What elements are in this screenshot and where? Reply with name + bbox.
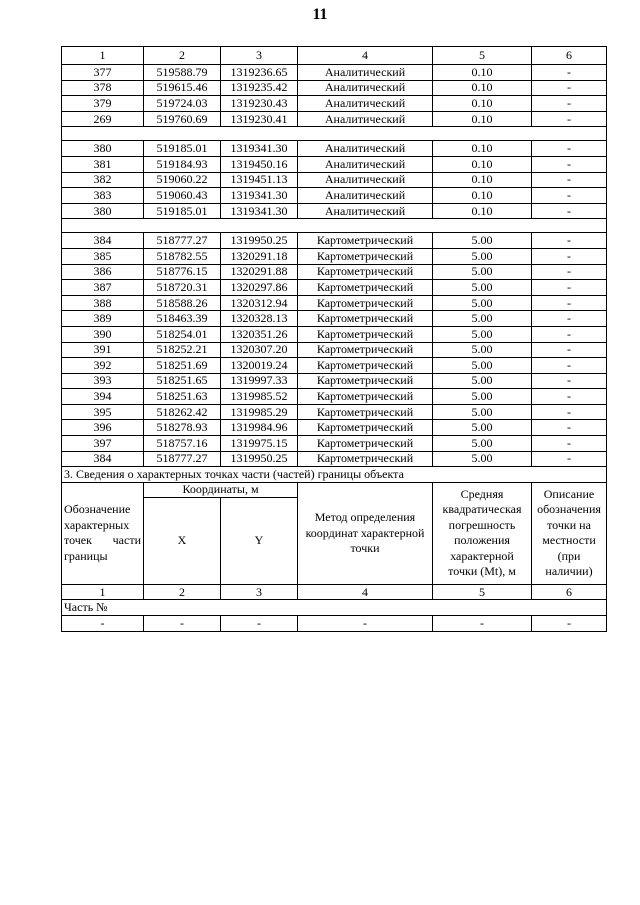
table-cell: 1319230.43	[221, 96, 298, 112]
table-cell: -	[532, 342, 607, 358]
table-cell: 388	[62, 295, 144, 311]
column-number-row	[62, 47, 607, 65]
table-row	[62, 172, 607, 188]
table-cell: 5.00	[433, 326, 532, 342]
table-cell: Картометрический	[298, 295, 433, 311]
table-cell: 5.00	[433, 404, 532, 420]
table-cell: -	[532, 96, 607, 112]
table-cell: 1320312.94	[221, 295, 298, 311]
section3-body	[62, 467, 607, 632]
table-row	[62, 373, 607, 389]
table-cell: -	[532, 264, 607, 280]
table-cell: 1319985.29	[221, 404, 298, 420]
header-x: X	[144, 497, 221, 584]
column-number: 1	[62, 47, 144, 65]
table-cell: 518251.69	[144, 358, 221, 374]
table-cell: 5.00	[433, 420, 532, 436]
header-description: Описание обозначения точки на местности (при наличии)	[532, 482, 607, 584]
table-cell: 383	[62, 188, 144, 204]
table-cell: Картометрический	[298, 451, 433, 467]
table-cell: 1320307.20	[221, 342, 298, 358]
table-cell: 5.00	[433, 295, 532, 311]
column-number: 1	[62, 584, 144, 600]
table-cell: 5.00	[433, 373, 532, 389]
column-number: 2	[144, 47, 221, 65]
table-cell: 5.00	[433, 436, 532, 452]
table-cell: 518252.21	[144, 342, 221, 358]
table-cell: 518463.39	[144, 311, 221, 327]
table-cell: 393	[62, 373, 144, 389]
header-y: Y	[221, 497, 298, 584]
table-cell: 5.00	[433, 389, 532, 405]
header-coordinates: Координаты, м	[144, 482, 298, 497]
table-cell: 519060.22	[144, 172, 221, 188]
table-cell: 518776.15	[144, 264, 221, 280]
table-cell: -	[532, 111, 607, 127]
table-cell: 5.00	[433, 358, 532, 374]
column-number: 4	[298, 584, 433, 600]
table-cell: 0.10	[433, 172, 532, 188]
table-cell: 1319950.25	[221, 233, 298, 249]
column-number: 5	[433, 584, 532, 600]
table-cell: Аналитический	[298, 96, 433, 112]
boundary-points-table	[61, 46, 607, 632]
table-cell: 269	[62, 111, 144, 127]
table-cell: -	[532, 358, 607, 374]
column-number: 3	[221, 47, 298, 65]
table-cell: 1319341.30	[221, 141, 298, 157]
table-cell: 519184.93	[144, 156, 221, 172]
table-cell: 381	[62, 156, 144, 172]
table-cell: 5.00	[433, 233, 532, 249]
table-cell: 1319985.52	[221, 389, 298, 405]
table-cell: 378	[62, 80, 144, 96]
table-cell: -	[532, 172, 607, 188]
table-row	[62, 248, 607, 264]
table-cell: -	[532, 141, 607, 157]
table-cell: 5.00	[433, 451, 532, 467]
section3-title: 3. Сведения о характерных точках части (частей) границы объекта	[62, 467, 607, 483]
table-cell: 379	[62, 96, 144, 112]
header-method: Метод определения координат характерной точки	[298, 482, 433, 584]
table-cell: Картометрический	[298, 233, 433, 249]
table-cell: 1320351.26	[221, 326, 298, 342]
table-cell: 1319236.65	[221, 65, 298, 81]
table-cell: Аналитический	[298, 203, 433, 219]
table-cell: 380	[62, 203, 144, 219]
table-cell: 518254.01	[144, 326, 221, 342]
table-cell: 519185.01	[144, 141, 221, 157]
table-cell: 391	[62, 342, 144, 358]
table-cell: -	[298, 616, 433, 632]
table-cell: Аналитический	[298, 172, 433, 188]
table-cell: -	[144, 616, 221, 632]
table-cell: 386	[62, 264, 144, 280]
column-number: 6	[532, 47, 607, 65]
blank-cell	[62, 127, 607, 141]
table-cell: 0.10	[433, 188, 532, 204]
table-cell: -	[532, 188, 607, 204]
table-cell: Аналитический	[298, 111, 433, 127]
blank-cell	[62, 219, 607, 233]
table-row	[62, 326, 607, 342]
table-cell: -	[532, 436, 607, 452]
table-cell: 1320019.24	[221, 358, 298, 374]
table-cell: -	[532, 420, 607, 436]
table-cell: 518251.65	[144, 373, 221, 389]
table-cell: 1319451.13	[221, 172, 298, 188]
table-row	[62, 188, 607, 204]
table-cell: -	[62, 616, 144, 632]
table-cell: 387	[62, 280, 144, 296]
table-cell: 1319230.41	[221, 111, 298, 127]
table-cell: -	[532, 295, 607, 311]
table-cell: -	[532, 233, 607, 249]
table-cell: 0.10	[433, 80, 532, 96]
table-cell: 518777.27	[144, 233, 221, 249]
table-cell: 518777.27	[144, 451, 221, 467]
empty-data-row	[62, 616, 607, 632]
table-cell: 1319341.30	[221, 203, 298, 219]
table-cell: 1320297.86	[221, 280, 298, 296]
table-row	[62, 358, 607, 374]
table-cell: 518588.26	[144, 295, 221, 311]
table-cell: Аналитический	[298, 80, 433, 96]
table-cell: -	[532, 326, 607, 342]
table-cell: 395	[62, 404, 144, 420]
part-label-row	[62, 600, 607, 616]
table-row	[62, 342, 607, 358]
table-row	[62, 404, 607, 420]
table-cell: 390	[62, 326, 144, 342]
table-cell: 1319997.33	[221, 373, 298, 389]
table-row	[62, 65, 607, 81]
part-label: Часть №	[62, 600, 607, 616]
table-row	[62, 389, 607, 405]
table-cell: 382	[62, 172, 144, 188]
blank-separator-row	[62, 219, 607, 233]
table-cell: 518720.31	[144, 280, 221, 296]
table-cell: -	[532, 248, 607, 264]
table-cell: Аналитический	[298, 188, 433, 204]
table-cell: 518278.93	[144, 420, 221, 436]
table-cell: 519588.79	[144, 65, 221, 81]
section3-header-row	[62, 482, 607, 497]
table-cell: 385	[62, 248, 144, 264]
table-row	[62, 420, 607, 436]
table-body	[62, 47, 607, 467]
table-cell: 389	[62, 311, 144, 327]
table-cell: -	[532, 80, 607, 96]
table-cell: Картометрический	[298, 420, 433, 436]
table-cell: 1320291.88	[221, 264, 298, 280]
table-cell: 0.10	[433, 156, 532, 172]
table-cell: 377	[62, 65, 144, 81]
table-cell: 1320328.13	[221, 311, 298, 327]
table-row	[62, 156, 607, 172]
table-row	[62, 451, 607, 467]
table-cell: 380	[62, 141, 144, 157]
table-cell: -	[532, 404, 607, 420]
table-cell: Картометрический	[298, 326, 433, 342]
table-cell: Картометрический	[298, 389, 433, 405]
column-number: 6	[532, 584, 607, 600]
table-cell: 5.00	[433, 342, 532, 358]
table-cell: 518757.16	[144, 436, 221, 452]
column-number: 2	[144, 584, 221, 600]
table-row	[62, 311, 607, 327]
table-cell: Картометрический	[298, 342, 433, 358]
table-cell: -	[433, 616, 532, 632]
table-cell: 1320291.18	[221, 248, 298, 264]
table-cell: Картометрический	[298, 264, 433, 280]
table-cell: -	[532, 451, 607, 467]
table-cell: Картометрический	[298, 358, 433, 374]
table-cell: 0.10	[433, 111, 532, 127]
table-cell: -	[532, 616, 607, 632]
table-cell: 519724.03	[144, 96, 221, 112]
table-row	[62, 111, 607, 127]
section3-column-number-row	[62, 584, 607, 600]
table-cell: -	[532, 389, 607, 405]
table-row	[62, 233, 607, 249]
table-cell: 1319450.16	[221, 156, 298, 172]
table-cell: 518262.42	[144, 404, 221, 420]
table-row	[62, 264, 607, 280]
table-cell: 5.00	[433, 248, 532, 264]
table-cell: 519760.69	[144, 111, 221, 127]
table-row	[62, 436, 607, 452]
table-cell: Аналитический	[298, 65, 433, 81]
table-cell: Аналитический	[298, 156, 433, 172]
table-row	[62, 203, 607, 219]
table-cell: 519185.01	[144, 203, 221, 219]
table-cell: 1319984.96	[221, 420, 298, 436]
table-cell: Картометрический	[298, 373, 433, 389]
table-cell: -	[532, 65, 607, 81]
table-cell: Картометрический	[298, 311, 433, 327]
table-row	[62, 295, 607, 311]
table-row	[62, 96, 607, 112]
table-cell: 1319235.42	[221, 80, 298, 96]
table-cell: -	[221, 616, 298, 632]
table-row	[62, 80, 607, 96]
blank-separator-row	[62, 127, 607, 141]
table-cell: 5.00	[433, 311, 532, 327]
table-cell: 396	[62, 420, 144, 436]
table-cell: -	[532, 280, 607, 296]
table-cell: 384	[62, 233, 144, 249]
table-cell: 397	[62, 436, 144, 452]
table-row	[62, 280, 607, 296]
table-cell: 384	[62, 451, 144, 467]
header-accuracy: Средняя квадратическая погрешность положения характерной точки (Mt), м	[433, 482, 532, 584]
table-cell: 519615.46	[144, 80, 221, 96]
column-number: 5	[433, 47, 532, 65]
table-cell: Картометрический	[298, 280, 433, 296]
table-cell: -	[532, 311, 607, 327]
table-cell: 5.00	[433, 264, 532, 280]
table-cell: Картометрический	[298, 248, 433, 264]
column-number: 3	[221, 584, 298, 600]
table-cell: Аналитический	[298, 141, 433, 157]
table-cell: -	[532, 156, 607, 172]
page-number: 11	[312, 6, 328, 23]
table-cell: 1319975.15	[221, 436, 298, 452]
table-cell: 392	[62, 358, 144, 374]
table-cell: 0.10	[433, 141, 532, 157]
section3-title-row	[62, 467, 607, 483]
table-cell: 518251.63	[144, 389, 221, 405]
table-cell: Картометрический	[298, 436, 433, 452]
table-cell: 5.00	[433, 280, 532, 296]
table-cell: -	[532, 373, 607, 389]
table-cell: 394	[62, 389, 144, 405]
table-cell: 0.10	[433, 65, 532, 81]
table-row	[62, 141, 607, 157]
column-number: 4	[298, 47, 433, 65]
table-cell: -	[532, 203, 607, 219]
table-cell: 1319950.25	[221, 451, 298, 467]
table-cell: 519060.43	[144, 188, 221, 204]
header-point-designation: Обозначение характерных точек части границы	[62, 482, 144, 584]
table-cell: 0.10	[433, 203, 532, 219]
table-cell: 0.10	[433, 96, 532, 112]
table-cell: 518782.55	[144, 248, 221, 264]
table-cell: Картометрический	[298, 404, 433, 420]
table-cell: 1319341.30	[221, 188, 298, 204]
